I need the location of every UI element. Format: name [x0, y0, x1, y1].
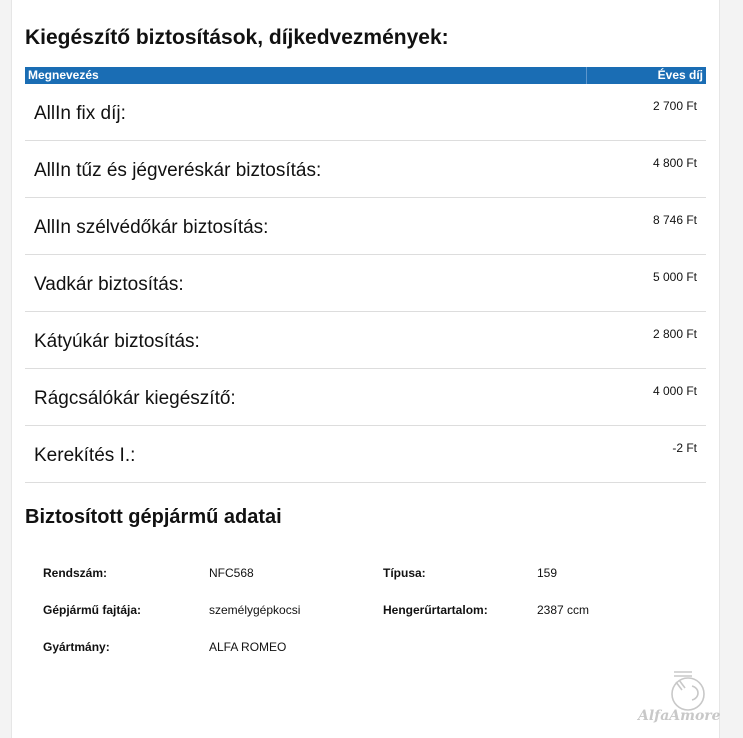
- detail-value: személygépkocsi: [209, 603, 301, 617]
- column-divider: [586, 67, 587, 84]
- row-label: Rágcsálókár kiegészítő:: [34, 388, 236, 409]
- detail-label: Rendszám:: [43, 566, 108, 580]
- table-row: [25, 426, 706, 483]
- table-row: [25, 255, 706, 312]
- vehicle-section-title: Biztosított gépjármű adatai: [25, 506, 282, 528]
- row-label: Kerekítés I.:: [34, 445, 136, 466]
- row-amount: 4 000 Ft: [652, 384, 697, 398]
- table-row: [25, 84, 706, 141]
- row-amount: 5 000 Ft: [652, 270, 697, 284]
- detail-value: ALFA ROMEO: [209, 640, 287, 654]
- detail-label: Gyártmány:: [43, 640, 110, 654]
- insurance-table: [25, 84, 706, 483]
- row-amount: 2 800 Ft: [652, 327, 697, 341]
- alfa-logo-icon: [636, 668, 736, 728]
- row-amount: 4 800 Ft: [652, 156, 697, 170]
- detail-row: [43, 566, 643, 603]
- row-label: AllIn szélvédőkár biztosítás:: [34, 217, 269, 238]
- table-row: [25, 312, 706, 369]
- detail-row: [43, 640, 643, 677]
- detail-row: [43, 603, 643, 640]
- column-header-name: Megnevezés: [28, 68, 99, 82]
- content-card: [11, 0, 720, 738]
- row-label: AllIn tűz és jégveréskár biztosítás:: [34, 160, 322, 181]
- watermark-text: AlfaAmore: [638, 708, 721, 724]
- row-amount: 2 700 Ft: [652, 99, 697, 113]
- row-amount: -2 Ft: [672, 441, 697, 455]
- row-label: Kátyúkár biztosítás:: [34, 331, 200, 352]
- column-header-price: Éves díj: [657, 68, 703, 82]
- detail-label: Hengerűrtartalom:: [383, 603, 488, 617]
- detail-label: Gépjármű fajtája:: [43, 603, 142, 617]
- table-row: [25, 198, 706, 255]
- vehicle-details: [43, 566, 643, 677]
- table-header: [25, 67, 706, 84]
- section-title-suffix: :: [441, 26, 449, 49]
- section-title-text: Kiegészítő biztosítások, díjkedvezmények: [25, 26, 442, 49]
- row-label: Vadkár biztosítás:: [34, 274, 184, 295]
- detail-value: 159: [537, 566, 558, 580]
- watermark-logo: [636, 668, 736, 728]
- detail-value: 2387 ccm: [537, 603, 590, 617]
- row-label: AllIn fix díj:: [34, 103, 126, 124]
- detail-value: NFC568: [209, 566, 254, 580]
- section-title: [25, 26, 449, 50]
- table-row: [25, 369, 706, 426]
- detail-label: Típusa:: [383, 566, 426, 580]
- row-amount: 8 746 Ft: [652, 213, 697, 227]
- table-row: [25, 141, 706, 198]
